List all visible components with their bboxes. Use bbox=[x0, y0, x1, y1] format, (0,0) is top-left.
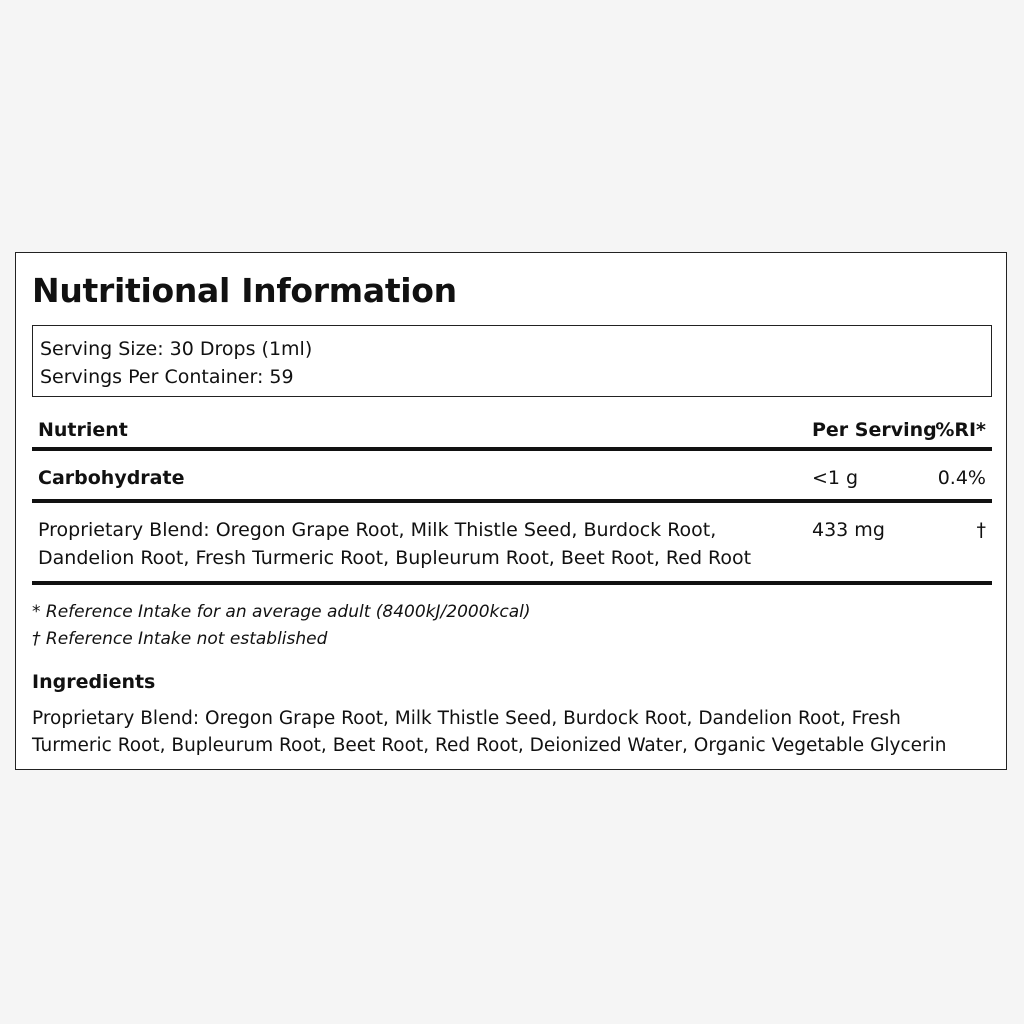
table-row-proprietary-blend bbox=[32, 503, 992, 585]
servings-per-container: Servings Per Container: 59 bbox=[40, 366, 294, 388]
label-title: Nutritional Information bbox=[32, 271, 457, 310]
footnote-reference-intake: * Reference Intake for an average adult (8400kJ/2000kcal) bbox=[32, 602, 531, 622]
serving-info-box bbox=[32, 325, 992, 397]
per-serving-value: <1 g bbox=[812, 467, 859, 489]
ingredients-heading: Ingredients bbox=[32, 671, 156, 693]
nutrition-label bbox=[15, 252, 1007, 770]
per-serving-value: 433 mg bbox=[812, 519, 885, 541]
serving-size: Serving Size: 30 Drops (1ml) bbox=[40, 338, 313, 360]
footnote-not-established: † Reference Intake not established bbox=[32, 629, 328, 649]
header-nutrient: Nutrient bbox=[38, 419, 128, 441]
ri-value: 0.4% bbox=[937, 467, 986, 489]
ri-value: † bbox=[976, 519, 986, 541]
ingredients-text: Proprietary Blend: Oregon Grape Root, Milk Thistle Seed, Burdock Root, Dandelion Root, Fresh Turmeric Root, Bupleurum Root, Beet Root, Red Root, Deionized Water, Organic Vegetable Glycerin bbox=[32, 708, 947, 756]
nutrient-name-line-1: Proprietary Blend: Oregon Grape Root, Milk Thistle Seed, Burdock Root, bbox=[38, 519, 717, 541]
table-header-row bbox=[32, 405, 992, 451]
nutrient-name-line-2: Dandelion Root, Fresh Turmeric Root, Bupleurum Root, Beet Root, Red Root bbox=[38, 547, 752, 569]
nutrient-table bbox=[32, 405, 992, 585]
footnotes bbox=[32, 599, 531, 653]
header-ri: %RI* bbox=[935, 419, 986, 441]
nutrient-name: Carbohydrate bbox=[38, 467, 185, 489]
nutrient-name bbox=[38, 516, 778, 572]
table-row-carbohydrate bbox=[32, 451, 992, 503]
header-per-serving: Per Serving bbox=[812, 419, 937, 441]
